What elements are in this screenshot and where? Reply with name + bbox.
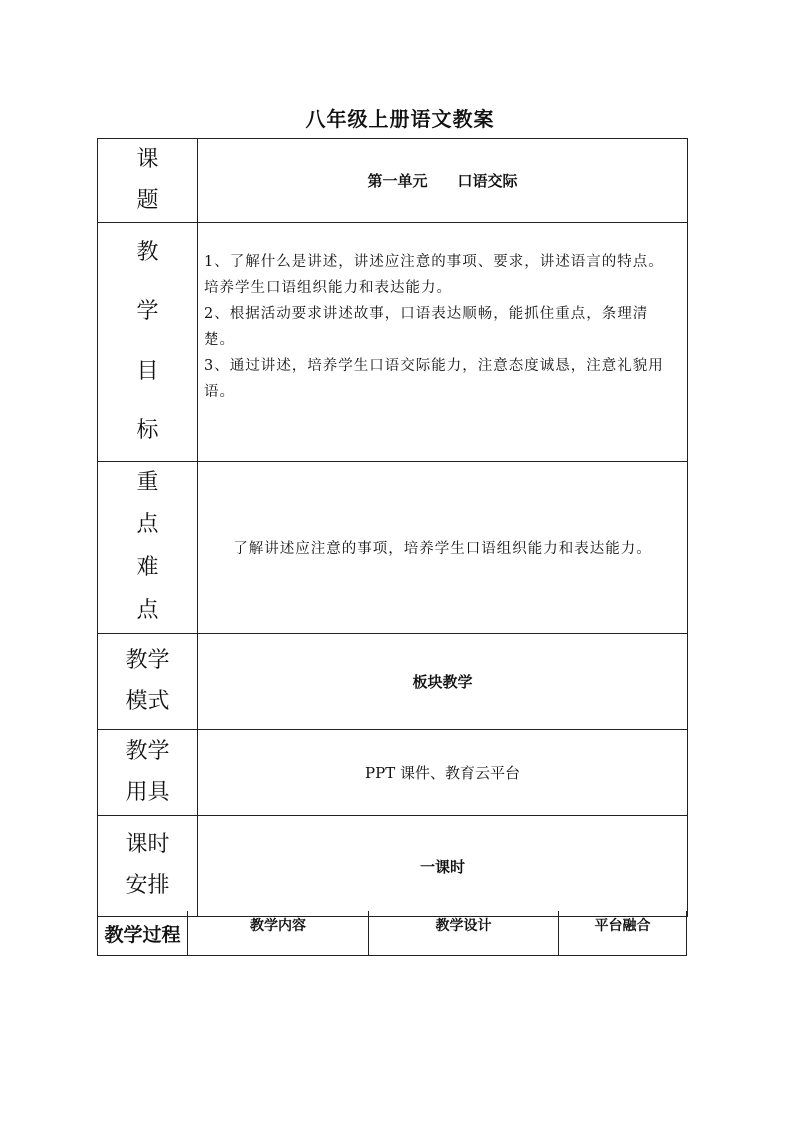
label-line: 标 (136, 418, 159, 444)
label-goals (98, 223, 198, 462)
label-line: 难 (136, 555, 159, 581)
label-mode (98, 634, 198, 730)
row-key-points (98, 461, 688, 634)
label-line: 课时 (125, 832, 170, 858)
label-line: 重 (136, 469, 159, 495)
label-schedule (98, 816, 198, 917)
schedule-value: 一课时 (198, 816, 688, 917)
goal-item: 2、根据活动要求讲述故事，口语表达顺畅，能抓住重点，条理清楚。 (204, 306, 649, 348)
label-line: 教学 (125, 647, 170, 673)
process-label: 教学过程 (98, 911, 188, 955)
label-line: 模式 (125, 688, 170, 714)
goals-content (198, 223, 688, 462)
label-line: 学 (136, 299, 159, 325)
row-topic (98, 139, 688, 223)
label-topic (98, 139, 198, 223)
process-col-platform: 平台融合 (594, 918, 651, 934)
tools-value: PPT 课件、教育云平台 (198, 730, 688, 816)
label-line: 用具 (125, 779, 170, 805)
label-line: 点 (136, 598, 159, 624)
process-col-content: 教学内容 (188, 911, 369, 955)
row-goals (98, 223, 688, 462)
goal-item: 3、通过讲述，培养学生口语交际能力，注意态度诚恳，注意礼貌用语。 (204, 358, 664, 400)
label-line: 教学 (125, 738, 170, 764)
label-tools (98, 730, 198, 816)
mode-value: 板块教学 (198, 634, 688, 730)
lesson-plan-table (97, 138, 688, 917)
label-line: 教 (136, 240, 159, 265)
key-points-value: 了解讲述应注意的事项，培养学生口语组织能力和表达能力。 (198, 461, 688, 634)
label-line: 点 (136, 512, 159, 538)
label-line: 课 (136, 146, 159, 172)
process-row (97, 911, 687, 956)
label-line: 目 (136, 358, 159, 384)
label-line: 题 (136, 187, 159, 213)
row-tools (98, 730, 688, 816)
row-schedule (98, 816, 688, 917)
label-key-points (98, 461, 198, 634)
label-line: 安排 (125, 873, 170, 899)
process-col-design: 教学设计 (369, 911, 559, 955)
page-title: 八年级上册语文教案 (305, 107, 495, 131)
row-mode (98, 634, 688, 730)
topic-value: 第一单元 口语交际 (198, 139, 688, 223)
goal-item: 1、了解什么是讲述，讲述应注意的事项、要求，讲述语言的特点。培养学生口语组织能力和表达能力。 (204, 254, 664, 296)
